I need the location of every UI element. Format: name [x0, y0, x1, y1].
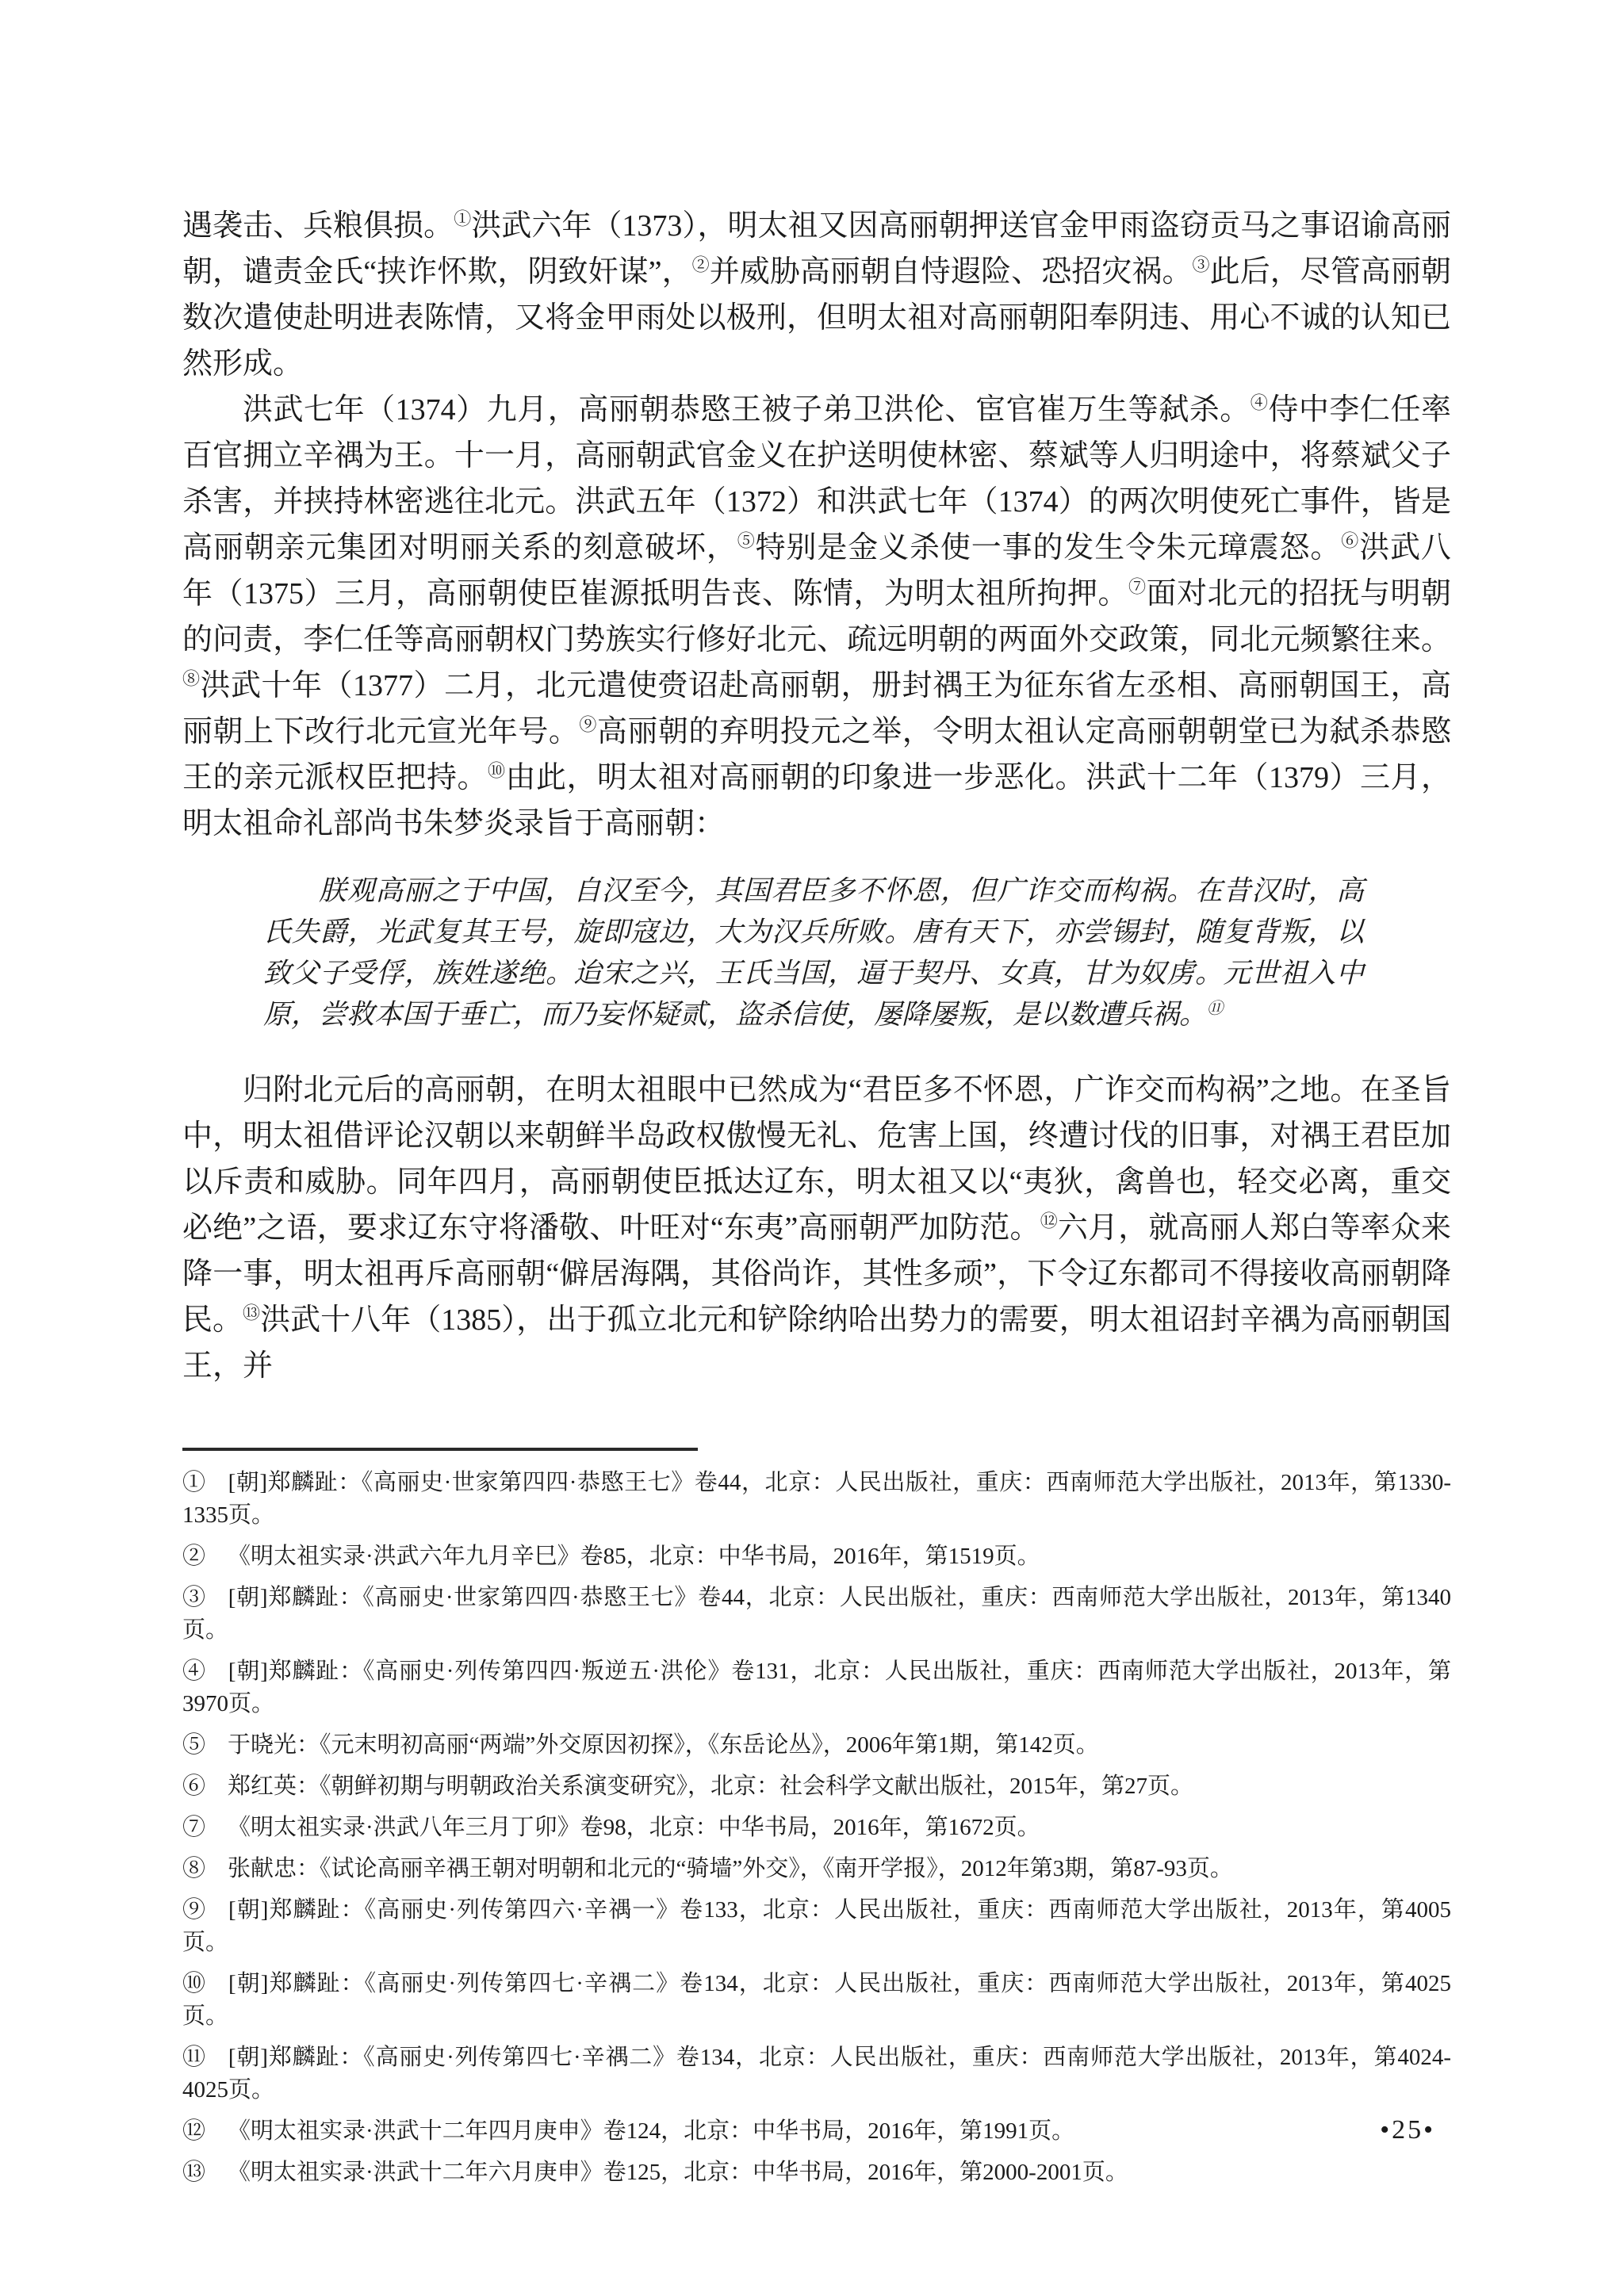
- footnote-item: [182, 2042, 1451, 2107]
- footnote-number: ③: [182, 1585, 206, 1610]
- footnote-item: [182, 1467, 1451, 1532]
- footnote-ref: ⑤: [737, 530, 756, 551]
- footnote-ref: ⑦: [1128, 576, 1147, 597]
- footnote-ref: ⑬: [243, 1303, 261, 1323]
- footnote-text: 《明太祖实录·洪武八年三月丁卯》卷98，北京：中华书局，2016年，第1672页。: [228, 1815, 1040, 1840]
- footnote-text: [朝]郑麟趾：《高丽史·世家第四四·恭愍王七》卷44，北京：人民出版社，重庆：西南师范大学出版社，2013年，第1340页。: [182, 1585, 1451, 1643]
- body-paragraph-continuation: 遇袭击、兵粮俱损。①洪武六年（1373），明太祖又因高丽朝押送官金甲雨盗窃贡马之事诏谕高丽朝，谴责金氏“挟诈怀欺，阴致奸谋”，②并威胁高丽朝自恃遐险、恐招灾祸。③此后，尽管高丽朝数次遣使赴明进表陈情，又将金甲雨处以极刑，但明太祖对高丽朝阳奉阴违、用心不诚的认知已然形成。: [182, 209, 1451, 381]
- footnote-number: ⑩: [182, 1971, 207, 1996]
- footnote-ref: ①: [454, 209, 472, 229]
- footnote-number: ⑦: [182, 1815, 206, 1840]
- footnote-text: 郑红英：《朝鲜初期与明朝政治关系演变研究》，北京：社会科学文献出版社，2015年，第27页。: [228, 1774, 1194, 1799]
- footnote-item: [182, 1812, 1451, 1844]
- footnote-text: 《明太祖实录·洪武六年九月辛巳》卷85，北京：中华书局，2016年，第1519页。: [228, 1544, 1040, 1569]
- footnote-number: ⑬: [182, 2160, 206, 2185]
- footnote-ref: ⑧: [182, 668, 201, 689]
- body-paragraph: 洪武七年（1374）九月，高丽朝恭愍王被子弟卫洪伦、宦官崔万生等弑杀。④侍中李仁任率百官拥立辛禑为王。十一月，高丽朝武官金义在护送明使林密、蔡斌等人归明途中，将蔡斌父子杀害，并挟持林密逃往北元。洪武五年（1372）和洪武七年（1374）的两次明使死亡事件，皆是高丽朝亲元集团对明丽关系的刻意破坏，⑤特别是金义杀使一事的发生令朱元璋震怒。⑥洪武八年（1375）三月，高丽朝使臣崔源抵明告丧、陈情，为明太祖所拘押。⑦面对北元的招抚与明朝的问责，李仁任等高丽朝权门势族实行修好北元、疏远明朝的两面外交政策，同北元频繁往来。⑧洪武十年（1377）二月，北元遣使赍诏赴高丽朝，册封禑王为征东省左丞相、高丽朝国王，高丽朝上下改行北元宣光年号。⑨高丽朝的弃明投元之举，令明太祖认定高丽朝朝堂已为弑杀恭愍王的亲元派权臣把持。⑩由此，明太祖对高丽朝的印象进一步恶化。洪武十二年（1379）三月，明太祖命礼部尚书朱梦炎录旨于高丽朝：: [182, 392, 1451, 840]
- footnote-ref: ⑥: [1341, 530, 1360, 551]
- footnote-number: ⑫: [182, 2118, 206, 2144]
- page-number: •25•: [1380, 2115, 1435, 2145]
- footnote-text: [朝]郑麟趾：《高丽史·列传第四四·叛逆五·洪伦》卷131，北京：人民出版社，重庆：西南师范大学出版社，2013年，第3970页。: [182, 1659, 1451, 1716]
- footnote-number: ⑨: [182, 1897, 207, 1923]
- footnote-item: [182, 1968, 1451, 2033]
- footnote-number: ②: [182, 1544, 206, 1569]
- footnote-text: 《明太祖实录·洪武十二年四月庚申》卷124，北京：中华书局，2016年，第1991页。: [228, 2118, 1075, 2144]
- footnote-ref: ⑫: [1040, 1211, 1058, 1231]
- footnote-ref: ⑪: [1207, 1000, 1224, 1018]
- footnote-text: [朝]郑麟趾：《高丽史·列传第四六·辛禑一》卷133，北京：人民出版社，重庆：西南师范大学出版社，2013年，第4005页。: [182, 1897, 1451, 1955]
- footnote-text: 于晓光：《元末明初高丽“两端”外交原因初探》，《东岳论丛》，2006年第1期，第142页。: [228, 1732, 1099, 1758]
- footnote-item: [182, 1853, 1451, 1885]
- footnote-number: ④: [182, 1659, 206, 1684]
- footnote-number: ⑤: [182, 1732, 206, 1758]
- footnote-text: [朝]郑麟趾：《高丽史·列传第四七·辛禑二》卷134，北京：人民出版社，重庆：西南师范大学出版社，2013年，第4024-4025页。: [182, 2045, 1451, 2103]
- footnotes-section: [182, 1448, 1451, 2189]
- footnote-ref: ⑨: [579, 714, 597, 735]
- footnote-text: 《明太祖实录·洪武十二年六月庚申》卷125，北京：中华书局，2016年，第2000-2001页。: [228, 2160, 1128, 2185]
- footnote-number: ⑧: [182, 1856, 206, 1881]
- footnote-divider: [182, 1448, 698, 1451]
- footnote-ref: ④: [1250, 392, 1269, 413]
- footnote-ref: ②: [691, 254, 710, 275]
- footnote-item: [182, 1655, 1451, 1720]
- footnote-text: [朝]郑麟趾：《高丽史·世家第四四·恭愍王七》卷44，北京：人民出版社，重庆：西南师范大学出版社，2013年，第1330-1335页。: [182, 1470, 1451, 1528]
- footnote-item: [182, 1894, 1451, 1959]
- page-content: [182, 203, 1451, 2189]
- footnote-item: [182, 1770, 1451, 1803]
- footnote-item: [182, 2115, 1451, 2148]
- footnote-item: [182, 1582, 1451, 1647]
- footnote-item: [182, 1540, 1451, 1573]
- footnote-number: ⑪: [182, 2045, 206, 2070]
- footnote-text: 张献忠：《试论高丽辛禑王朝对明朝和北元的“骑墙”外交》，《南开学报》，2012年第3期，第87-93页。: [228, 1856, 1233, 1881]
- footnote-list: [182, 1467, 1451, 2189]
- imperial-edict-quote: 朕观高丽之于中国，自汉至今，其国君臣多不怀恩，但广诈交而构祸。在昔汉时，高氏失爵，光武复其王号，旋即寇边，大为汉兵所败。唐有天下，亦尝锡封，随复背叛，以致父子受俘，族姓遂绝。迨宋之兴，王氏当国，逼于契丹、女真，甘为奴虏。元世祖入中原，尝救本国于垂亡，而乃妄怀疑贰，盗杀信使，屡降屡叛，是以数遭兵祸。⑪: [263, 875, 1364, 1030]
- footnote-ref: ③: [1192, 254, 1210, 275]
- footnote-item: [182, 2156, 1451, 2189]
- footnote-number: ⑥: [182, 1774, 206, 1799]
- body-paragraph: 归附北元后的高丽朝，在明太祖眼中已然成为“君臣多不怀恩，广诈交而构祸”之地。在圣旨中，明太祖借评论汉朝以来朝鲜半岛政权傲慢无礼、危害上国，终遭讨伐的旧事，对禑王君臣加以斥责和威胁。同年四月，高丽朝使臣抵达辽东，明太祖又以“夷狄，禽兽也，轻交必离，重交必绝”之语，要求辽东守将潘敬、叶旺对“东夷”高丽朝严加防范。⑫六月，就高丽人郑白等率众来降一事，明太祖再斥高丽朝“僻居海隅，其俗尚诈，其性多顽”，下令辽东都司不得接收高丽朝降民。⑬洪武十八年（1385），出于孤立北元和铲除纳哈出势力的需要，明太祖诏封辛禑为高丽朝国王，并: [182, 1073, 1451, 1383]
- footnote-text: [朝]郑麟趾：《高丽史·列传第四七·辛禑二》卷134，北京：人民出版社，重庆：西南师范大学出版社，2013年，第4025页。: [182, 1971, 1451, 2029]
- footnote-ref: ⑩: [487, 760, 506, 781]
- footnote-number: ①: [182, 1470, 206, 1495]
- footnote-item: [182, 1729, 1451, 1762]
